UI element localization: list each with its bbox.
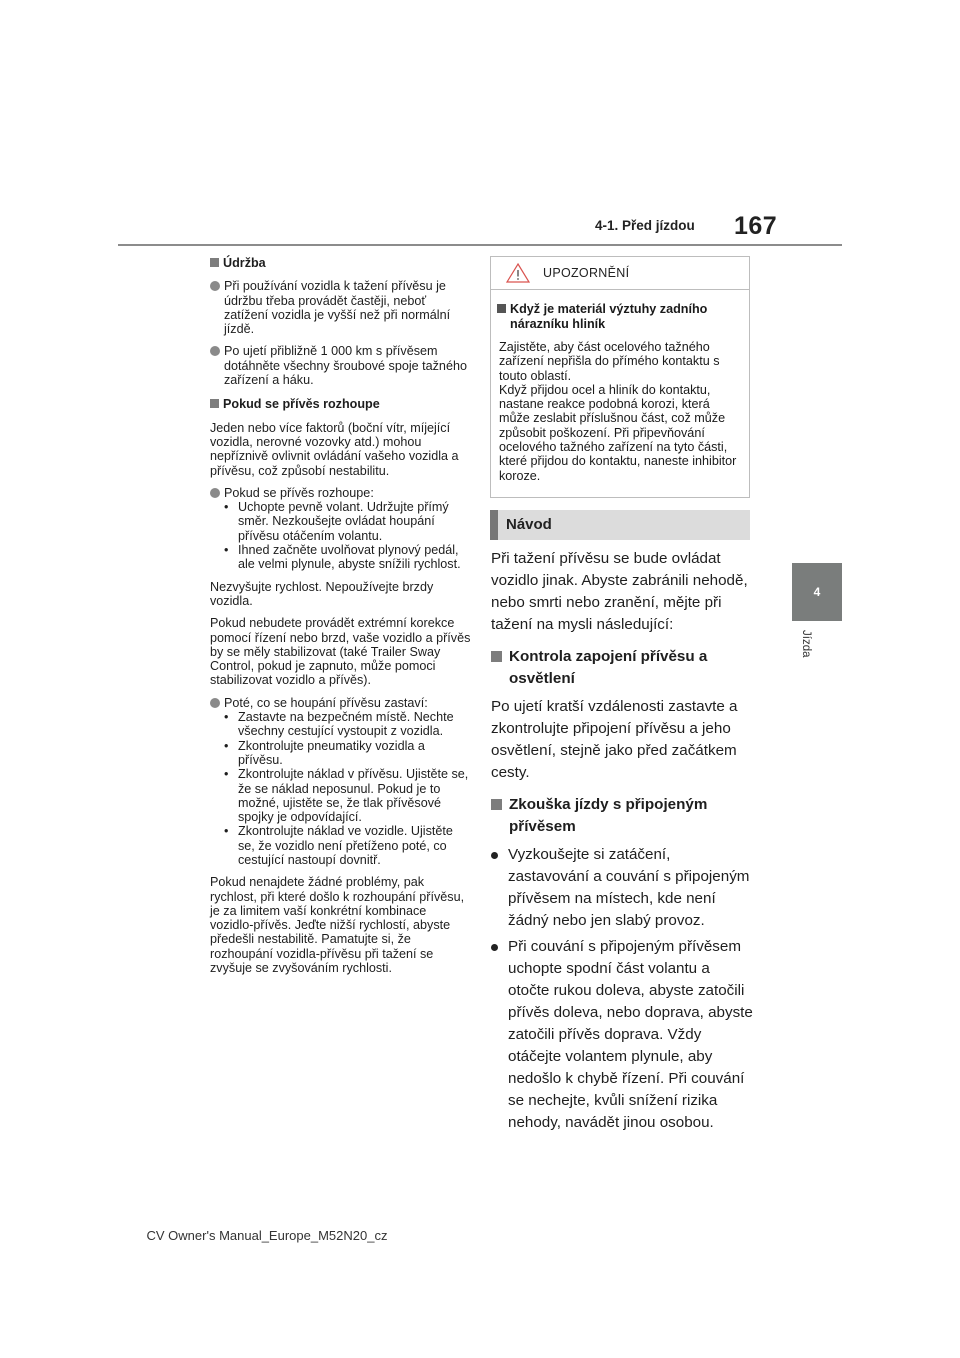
- paragraph: Jeden nebo více faktorů (boční vítr, míjející vozidla, nerovné vozovky atd.) mohou nepříznivě ovlivnit ovládání vašeho vozidla a přívěsu, což způsobí nestabilitu.: [210, 420, 459, 478]
- right-column: [491, 548, 753, 1138]
- page-number: 167: [734, 212, 778, 240]
- section-title: Návod: [506, 516, 552, 533]
- left-column: [210, 256, 472, 983]
- section-header: 4-1. Před jízdou: [595, 218, 695, 233]
- paragraph: Nezvyšujte rychlost. Nepoužívejte brzdy vozidla.: [210, 579, 434, 608]
- circle-bullet-icon: [210, 488, 220, 498]
- heading-udrzba: Údržba: [210, 256, 472, 270]
- square-bullet-icon: [210, 258, 219, 267]
- paragraph: Pokud nebudete provádět extrémní korekce pomocí řízení nebo brzd, vaše vozidlo a přívěs by se měly stabilizovat (také Trailer Sway Control, pokud je zapnuto, může pomoci stabilizovat vozidlo a přívěs).: [210, 616, 471, 688]
- list-item: Při používání vozidla k tažení přívěsu je údržbu třeba provádět častěji, neboť zatížení vozidla je vyšší než při normální jízdě.: [210, 279, 472, 336]
- paragraph: Pokud nenajdete žádné problémy, pak rychlost, při které došlo k rozhoupání přívěsu, je za limitem vaší konkrétní kombinace vozidlo-přívěs. Jeďte nižší rychlostí, abyste předešli nestabilitě. Pamatujte si, že rozhoupání vozidla-přívěsu při tažení se zvyšuje se zvyšováním rychlosti.: [210, 875, 465, 976]
- list-item: Při couvání s připojeným přívěsem uchopte spodní část volantu a otočte rukou doleva, abyste zatočili přívěs doleva, nebo doprava, abyste zatočili přívěs doprava. Vždy otáčejte volantem plynule, aby nedošlo k chybě řízení. Při couvání se nechejte, kvůli snížení rizika nehody, navádět jinou osobou.: [491, 936, 753, 1134]
- footer-text: CV Owner's Manual_Europe_M52N20_cz: [146, 1228, 388, 1243]
- header-divider: [118, 244, 842, 246]
- warning-triangle-icon: [505, 262, 531, 284]
- square-bullet-icon: [210, 399, 219, 408]
- paragraph: Po ujetí kratší vzdálenosti zastavte a zkontrolujte připojení přívěsu a jeho osvětlení, stejně jako před začátkem cesty.: [491, 698, 738, 781]
- circle-bullet-icon: [210, 346, 220, 356]
- warning-header: [491, 257, 749, 290]
- square-bullet-icon: [491, 799, 502, 810]
- chapter-tab-label: Jízda: [800, 630, 812, 658]
- sub-item: • Zastavte na bezpečném místě. Nechte všechny cestující vystoupit z vozidla.: [224, 710, 454, 739]
- sub-item: • Zkontrolujte pneumatiky vozidla a přívěsu.: [224, 738, 425, 767]
- warning-title: UPOZORNĚNÍ: [543, 266, 630, 280]
- section-bar-accent: [490, 510, 498, 540]
- sub-item: • Zkontrolujte náklad ve vozidle. Ujistěte se, že vozidlo není přetíženo poté, co cestující nastoupí dovnitř.: [224, 824, 453, 867]
- sub-item: • Uchopte pevně volant. Udržujte přímý směr. Nezkoušejte ovládat houpání přívěsu otáčením volantu.: [224, 500, 449, 543]
- list-item: Pokud se přívěs rozhoupe: • Uchopte pevně volant. Udržujte přímý směr. Nezkoušejte ovládat houpání přívěsu otáčením volantu. • Ihned začněte uvolňovat plynový pedál, ale velmi plynule, abyste snížili rychlost.: [210, 486, 472, 572]
- circle-bullet-icon: [210, 698, 220, 708]
- warning-text: Zajistěte, aby část ocelového tažného zařízení nepřišla do přímého kontaktu s touto oblastí. Když přijdou ocel a hliník do kontaktu, nastane reakce podobná korozi, která může zeslabit příslušnou část, což může způsobit poškození. Při připevňování ocelového tažného zařízení na tyto části, které přijdou do kontaktu, naneste inhibitor koroze.: [499, 340, 737, 483]
- square-bullet-icon: [491, 651, 502, 662]
- list-item: Poté, co se houpání přívěsu zastaví: • Zastavte na bezpečném místě. Nechte všechny cestující vystoupit z vozidla. • Zkontrolujte pneumatiky vozidla a přívěsu. • Zkontrolujte náklad v přívěsu. Ujistěte se, že se náklad neposunul. Pokud je to možné, ujistěte se, že tlak přívěsové spojky je odpovídající. • Zkontrolujte náklad ve vozidle. Ujistěte se, že vozidlo není přetíženo poté, co cestující nastoupí dovnitř.: [210, 696, 472, 868]
- heading-kontrola: Kontrola zapojení přívěsu a osvětlení: [491, 646, 753, 690]
- warning-box: [490, 256, 750, 498]
- bullet-dot-icon: [491, 944, 498, 951]
- sub-item: • Ihned začněte uvolňovat plynový pedál, ale velmi plynule, abyste snížili rychlost.: [224, 543, 461, 572]
- heading-zkouska: Zkouška jízdy s připojeným přívěsem: [491, 794, 753, 838]
- warning-heading: Když je materiál výztuhy zadního nárazníku hliník: [497, 302, 743, 331]
- intro-paragraph: Při tažení přívěsu se bude ovládat vozidlo jinak. Abyste zabránili nehodě, nebo smrti nebo zranění, mějte při tažení na mysli následující:: [491, 550, 748, 633]
- bullet-dot-icon: [491, 852, 498, 859]
- square-bullet-icon: [497, 304, 506, 313]
- circle-bullet-icon: [210, 281, 220, 291]
- list-item: Vyzkoušejte si zatáčení, zastavování a couvání s připojeným přívěsem na místech, kde není žádný nebo jen slabý provoz.: [491, 844, 753, 932]
- heading-sway: Pokud se přívěs rozhoupe: [210, 397, 472, 411]
- sub-item: • Zkontrolujte náklad v přívěsu. Ujistěte se, že se náklad neposunul. Pokud je to možné, ujistěte se, že tlak přívěsové spojky je odpovídající.: [224, 767, 469, 825]
- list-item: Po ujetí přibližně 1 000 km s přívěsem dotáhněte všechny šroubové spoje tažného zařízení a háku.: [210, 344, 472, 387]
- chapter-tab: 4: [792, 563, 842, 621]
